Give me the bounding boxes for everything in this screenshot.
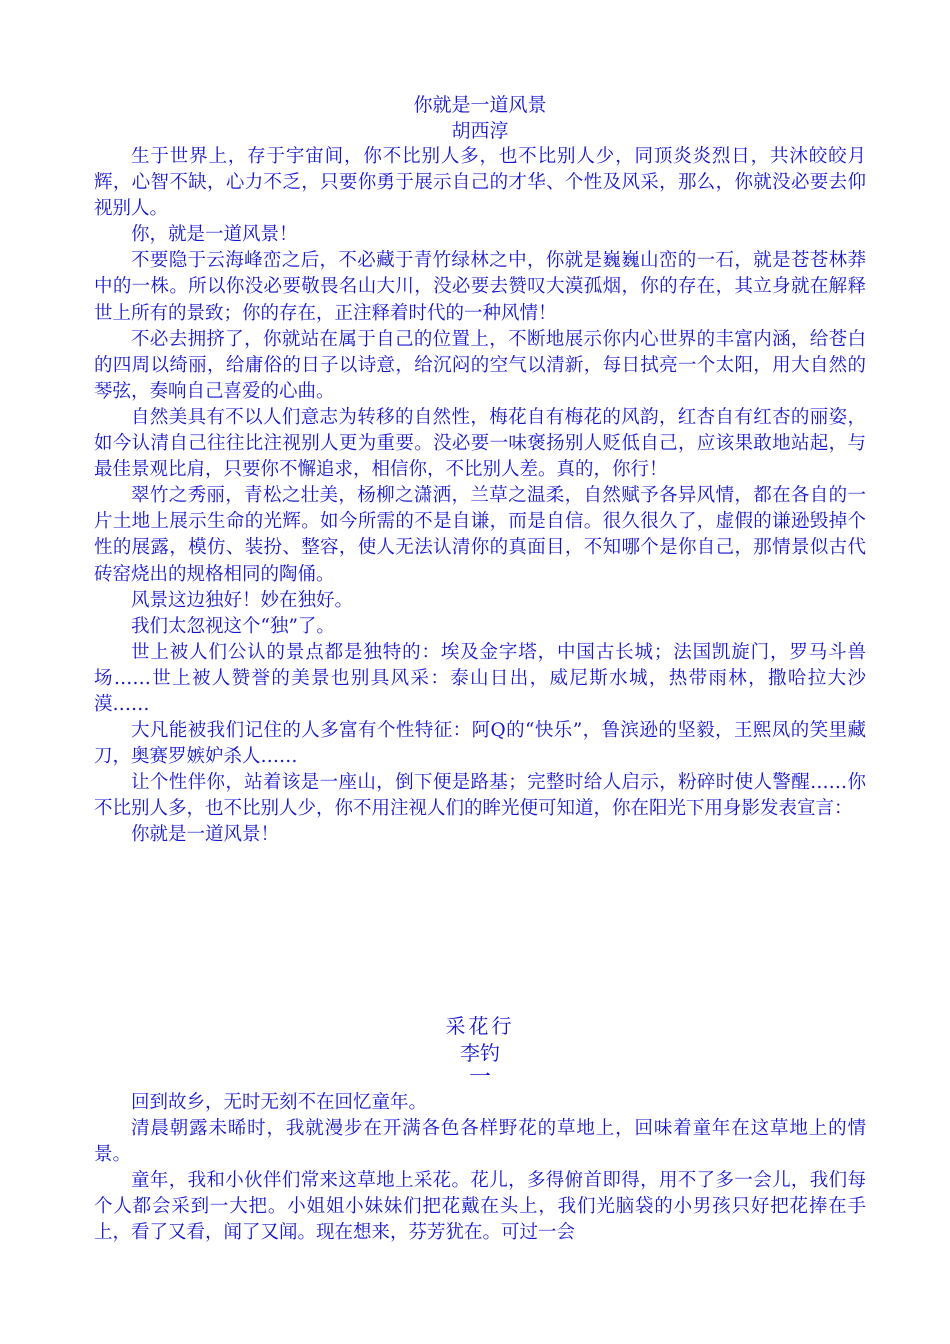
article-your-are-scenery — [94, 92, 866, 849]
article-author: 胡西淳 — [451, 120, 509, 142]
paragraph: 我们太忽视这个“独”了。 — [131, 615, 335, 637]
article-picking-flowers — [94, 1012, 866, 1247]
paragraph: 大凡能被我们记住的人多富有个性特征：阿Q的“快乐”，鲁滨逊的坚毅，王熙凤的笑里藏刀，奥赛罗嫉妒杀人…… — [94, 720, 866, 768]
paragraph: 清晨朝露未晞时，我就漫步在开满各色各样野花的草地上，回味着童年在这草地上的情景。 — [94, 1118, 866, 1166]
paragraph: 生于世界上，存于宇宙间，你不比别人多，也不比别人少，同顶炎炎烈日，共沐皎皎月辉，心智不缺，心力不乏，只要你勇于展示自己的才华、个性及风采，那么，你就没必要去仰视别人。 — [94, 146, 866, 220]
paragraph: 世上被人们公认的景点都是独特的：埃及金字塔，中国古长城；法国凯旋门，罗马斗兽场……世上被人赞誉的美景也别具风采：泰山日出，威尼斯水城，热带雨林，撒哈拉大沙漠…… — [94, 641, 866, 715]
paragraph: 不要隐于云海峰峦之后，不必藏于青竹绿林之中，你就是巍巍山峦的一石，就是苍苍林莽中的一株。所以你没必要敬畏名山大川，没必要去赞叹大漠孤烟，你的存在，其立身就在解释世上所有的景致；你的存在，正注释着时代的一种风情！ — [94, 250, 866, 324]
paragraph: 回到故乡，无时无刻不在回忆童年。 — [131, 1092, 428, 1113]
paragraph: 你，就是一道风景！ — [131, 224, 298, 246]
paragraph: 自然美具有不以人们意志为转移的自然性，梅花自有梅花的风韵，红杏自有红杏的丽姿，如今认清自己往往比注视别人更为重要。没必要一味褒扬别人贬低自己，应该果敢地站起，与最佳景观比肩，只要你不懈追求，相信你，不比别人差。真的，你行！ — [94, 406, 866, 481]
paragraph: 让个性伴你，站着该是一座山，倒下便是路基；完整时给人启示，粉碎时使人警醒……你不比别人多，也不比别人少，你不用注视人们的眸光便可知道，你在阳光下用身影发表宣言： — [94, 772, 866, 820]
section-number: 一 — [468, 1065, 491, 1090]
article-author: 李钓 — [460, 1041, 500, 1065]
article-title: 采花行 — [445, 1014, 515, 1038]
paragraph: 童年，我和小伙伴们常来这草地上采花。花儿，多得俯首即得，用不了多一会儿，我们每个人都会采到一大把。小姐姐小妹妹们把花戴在头上，我们光脑袋的小男孩只好把花捧在手上，看了又看，闻了又闻。现在想来，芬芳犹在。可过一会 — [94, 1170, 866, 1244]
paragraph: 风景这边独好！妙在独好。 — [131, 589, 354, 611]
article-title: 你就是一道风景 — [413, 94, 547, 116]
paragraph: 翠竹之秀丽，青松之壮美，杨柳之潇洒，兰草之温柔，自然赋予各异风情，都在各自的一片土地上展示生命的光辉。如今所需的不是自谦，而是自信。很久很久了，虚假的谦逊毁掉个性的展露，模仿、装扮、整容，使人无法认清你的真面目，不知哪个是你自己，那情景似古代砖窑烧出的规格相同的陶俑。 — [94, 485, 866, 585]
paragraph: 你就是一道风景！ — [131, 824, 280, 846]
paragraph: 不必去拥挤了，你就站在属于自己的位置上，不断地展示你内心世界的丰富内涵，给苍白的四周以绮丽，给庸俗的日子以诗意，给沉闷的空气以清新，每日拭亮一个太阳，用大自然的琴弦，奏响自己喜爱的心曲。 — [94, 328, 866, 402]
